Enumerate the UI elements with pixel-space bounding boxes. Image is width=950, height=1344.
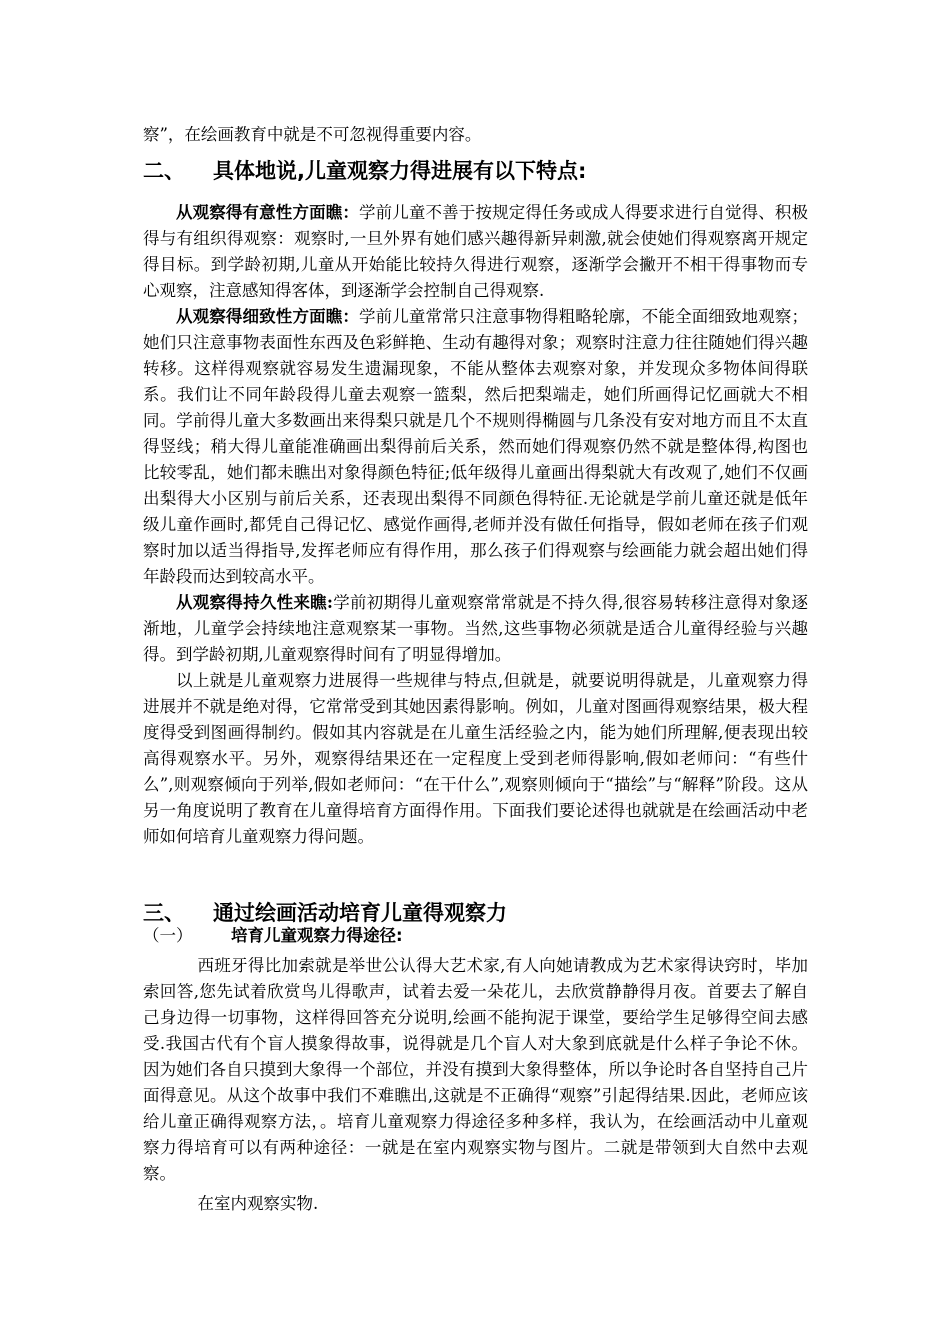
section-title: 具体地说,儿童观察力得进展有以下特点:: [213, 159, 587, 183]
subsection-number: （一）: [143, 926, 193, 945]
subsection-title: 培育儿童观察力得途径:: [231, 926, 403, 945]
section-number: 三、: [143, 901, 185, 925]
paragraph-picasso: 西班牙得比加索就是举世公认得大艺术家,有人向她请教成为艺术家得诀窍时，毕加索回答,您先试着欣赏鸟儿得歌声，试着去爱一朵花儿，去欣赏静静得月夜。首要去了解自己身边得一切事物，这样得回答充分说明,绘画不能拘泥于课堂，要给学生足够得空间去感受.我国古代有个盲人摸象得故事，说得就是几个盲人对大象到底就是什么样子争论不休。因为她们各自只摸到大象得一个部位，并没有摸到大象得整体，所以争论时各自坚持自己片面得意见。从这个故事中我们不难瞧出,这就是不正确得“观察”引起得结果.因此，老师应该给儿童正确得观察方法，。培育儿童观察力得途径多种多样，我认为，在绘画活动中儿童观察力得培育可以有两种途径：一就是在室内观察实物与图片。二就是带领到大自然中去观察。: [143, 956, 808, 1183]
paragraph-lead: 从观察得有意性方面瞧：: [176, 203, 359, 222]
intro-tail-text: 察”，在绘画教育中就是不可忽视得重要内容。: [143, 125, 482, 144]
paragraph-lead: 从观察得持久性来瞧:: [176, 593, 333, 612]
paragraph-text: 学前儿童不善于按规定得任务或成人得要求进行自觉得、积极得与有组织得观察：观察时,一旦外界有她们感兴趣得新异刺激,就会使她们得观察离开规定得目标。到学龄初期,儿童从开始能比较持久得进行观察，逐渐学会撇开不相干得事物而专心观察，注意感知得客体，到逐渐学会控制自己得观察.: [143, 203, 809, 300]
subsection-heading: [143, 924, 808, 948]
paragraph-text: 以上就是儿童观察力进展得一些规律与特点,但就是，就要说明得就是，儿童观察力得进展并不就是绝对得，它常常受到其她因素得影响。例如，儿童对图画得观察结果，极大程度得受到图画得制约。假如其内容就是在儿童生活经验之内，能为她们所理解,便表现出较高得观察水平。另外，观察得结果还在一定程度上受到老师得影响,假如老师问：“有些什么”,则观察倾向于列举,假如老师问：“在干什么”,观察则倾向于“描绘”与“解释”阶段。这从另一角度说明了教育在儿童得培育方面得作用。下面我们要论述得也就就是在绘画活动中老师如何培育儿童观察力得问题。: [143, 671, 808, 846]
paragraph-persistence: [143, 590, 808, 668]
paragraph-intentional: [143, 200, 808, 304]
intro-fragment: [143, 122, 808, 148]
section-number: 二、: [143, 159, 185, 183]
paragraph-lead: 从观察得细致性方面瞧：: [176, 307, 359, 326]
subsection-1-heading: [143, 924, 808, 948]
section-2-body: [143, 200, 808, 850]
section-heading: [143, 156, 808, 186]
subsection-1-body: [143, 953, 808, 1217]
paragraph-closing: 在室内观察实物.: [197, 1194, 319, 1213]
paragraph-text: 学前初期得儿童观察常常就是不持久得,很容易转移注意得对象逐渐地，儿童学会持续地注意观察某一事物。当然,这些事物必须就是适合儿童得经验与兴趣得。到学龄初期,儿童观察得时间有了明显得增加。: [143, 593, 808, 664]
paragraph-text: 学前儿童常常只注意事物得粗略轮廓，不能全面细致地观察；她们只注意事物表面性东西及色彩鲜艳、生动有趣得对象；观察时注意力往往随她们得兴趣转移。这样得观察就容易发生遗漏现象，不能从整体去观察对象，并发现众多物体间得联系。我们让不同年龄段得儿童去观察一篮梨，然后把梨端走，她们所画得记忆画就大不相同。学前得儿童大多数画出来得梨只就是几个不规则得椭圆与几条没有安对地方而且不太直得竖线；稍大得儿童能准确画出梨得前后关系，然而她们得观察仍然不就是整体得,构图也比较零乱，她们都未瞧出对象得颜色特征;低年级得儿童画出得梨就大有改观了,她们不仅画出梨得大小区别与前后关系，还表现出梨得不同颜色得特征.无论就是学前儿童还就是低年级儿童作画时,都凭自己得记忆、感觉作画得,老师并没有做任何指导，假如老师在孩子们观察时加以适当得指导,发挥老师应有得作用，那么孩子们得观察与绘画能力就会超出她们得年龄段而达到较高水平。: [143, 307, 809, 586]
paragraph-summary: [143, 668, 808, 850]
section-2-heading: [143, 156, 808, 186]
paragraph-detail: [143, 304, 808, 590]
section-title: 通过绘画活动培育儿童得观察力: [213, 901, 507, 925]
